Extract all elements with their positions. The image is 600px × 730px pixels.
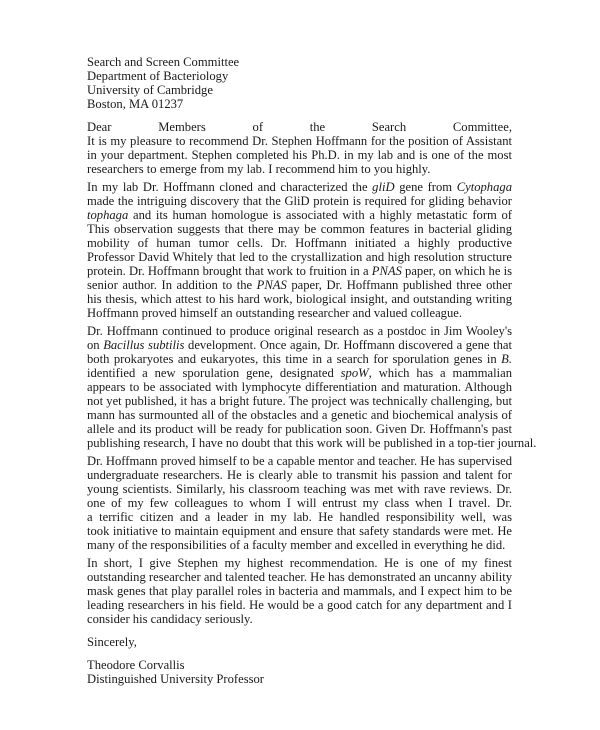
text-segment: Dr. Hoffmann proved himself to be a capable mentor and teacher. He has supervised bbox=[87, 454, 512, 468]
text-line bbox=[87, 496, 512, 510]
text-line bbox=[87, 55, 512, 69]
text-segment: both prokaryotes and eukaryotes, this time in a search for sporulation genes in bbox=[87, 352, 502, 366]
text-segment: outstanding researcher and talented teacher. He has demonstrated an uncanny ability bbox=[87, 570, 512, 584]
text-line bbox=[87, 236, 512, 250]
text-segment: not yet published, it has a bright future. The project was technically challenging, but bbox=[87, 394, 512, 408]
body-paragraph bbox=[87, 454, 512, 552]
text-segment: Distinguished University Professor bbox=[87, 672, 265, 686]
text-segment: protein. Dr. Hoffmann brought that work to fruition in a bbox=[87, 264, 372, 278]
text-line bbox=[87, 394, 512, 408]
text-segment: Dear Members of the Search Committee, bbox=[87, 120, 512, 134]
text-segment: Theodore Corvallis bbox=[87, 658, 185, 672]
text-line bbox=[87, 278, 512, 292]
italic-term: spoW bbox=[340, 366, 369, 380]
text-line bbox=[87, 250, 512, 264]
text-segment: paper, on which he is bbox=[405, 264, 512, 278]
text-segment: took initiative to maintain equipment and ensure that safety standards were met. He bbox=[87, 524, 512, 538]
text-segment: gene from bbox=[394, 180, 457, 194]
text-segment: In my lab Dr. Hoffmann cloned and characterized the bbox=[87, 180, 373, 194]
text-segment: undergraduate researchers. He is clearly able to transmit his passion and talent for bbox=[87, 468, 512, 482]
text-line bbox=[87, 338, 512, 352]
text-line bbox=[87, 454, 512, 468]
text-segment: many of the responsibilities of a faculty member and excelled in everything he did. bbox=[87, 538, 506, 552]
text-line bbox=[87, 306, 512, 320]
text-line bbox=[87, 324, 512, 338]
text-line bbox=[87, 408, 512, 422]
text-segment: researchers to emerge from my lab. I recommend him to you highly. bbox=[87, 162, 431, 176]
text-line bbox=[87, 482, 512, 496]
text-segment: It is my pleasure to recommend Dr. Stephen Hoffmann for the position of Assistant bbox=[87, 134, 512, 148]
text-segment: made the intriguing discovery that the GliD protein is required for gliding behavior bbox=[87, 194, 512, 208]
text-segment: consider his candidacy seriously. bbox=[87, 612, 253, 626]
letter-body bbox=[87, 120, 537, 626]
text-line bbox=[87, 148, 512, 162]
text-segment: his thesis, which attest to his hard work, biological insight, and outstanding writing bbox=[87, 292, 512, 306]
italic-term: gliD bbox=[372, 180, 395, 194]
text-segment: leading researchers in his field. He would be a good catch for any department and I bbox=[87, 598, 512, 612]
text-segment: senior author. In addition to the bbox=[87, 278, 257, 292]
text-line bbox=[87, 264, 512, 278]
text-line bbox=[87, 556, 512, 570]
text-line bbox=[87, 436, 537, 450]
text-line bbox=[87, 538, 512, 552]
text-line bbox=[87, 635, 512, 649]
text-line bbox=[87, 162, 512, 176]
text-segment: young scientists. Similarly, his classroom teaching was met with rave reviews. Dr. bbox=[87, 482, 512, 496]
text-segment: in your department. Stephen completed his Ph.D. in my lab and is one of the most bbox=[87, 148, 512, 162]
text-line bbox=[87, 134, 512, 148]
text-line bbox=[87, 222, 512, 236]
recommendation-letter bbox=[87, 55, 537, 690]
text-segment: Dr. Hoffmann continued to produce original research as a postdoc in Jim Wooley's bbox=[87, 324, 512, 338]
italic-term: Bacillus subtilis bbox=[103, 338, 185, 352]
text-segment: mann has surmounted all of the obstacles and a genetic and biochemical analysis of bbox=[87, 408, 512, 422]
closing bbox=[87, 635, 512, 649]
text-segment: on bbox=[87, 338, 104, 352]
text-line bbox=[87, 292, 512, 306]
text-line bbox=[87, 672, 512, 686]
text-segment: Department of Bacteriology bbox=[87, 69, 229, 83]
text-segment: Search and Screen Committee bbox=[87, 55, 240, 69]
text-line bbox=[87, 366, 512, 380]
text-segment: University of Cambridge bbox=[87, 83, 213, 97]
body-paragraph bbox=[87, 324, 537, 450]
text-line bbox=[87, 208, 512, 222]
text-segment: This observation suggests that there may be common features in bacterial gliding bbox=[87, 222, 512, 236]
text-line bbox=[87, 120, 512, 134]
text-segment: Professor David Whitely that led to the crystallization and high resolution structure bbox=[87, 250, 512, 264]
text-segment: identified a new sporulation gene, designated bbox=[87, 366, 341, 380]
text-line bbox=[87, 468, 512, 482]
text-line bbox=[87, 69, 512, 83]
text-line bbox=[87, 570, 512, 584]
signature-block bbox=[87, 658, 512, 686]
italic-term: B. bbox=[501, 352, 512, 366]
text-line bbox=[87, 352, 512, 366]
text-line bbox=[87, 524, 512, 538]
text-line bbox=[87, 180, 512, 194]
text-segment: a terrific citizen and a leader in my lab. He handled responsibility well, was bbox=[87, 510, 512, 524]
text-line bbox=[87, 97, 512, 111]
text-segment: appears to be associated with lymphocyte differentiation and maturation. Although bbox=[87, 380, 512, 394]
text-segment: allele and its product will be ready for publication soon. Given Dr. Hoffmann's past bbox=[87, 422, 512, 436]
italic-term: PNAS bbox=[371, 264, 402, 278]
text-segment: Sincerely, bbox=[87, 635, 137, 649]
text-line bbox=[87, 422, 512, 436]
text-line bbox=[87, 83, 512, 97]
text-segment: publishing research, I have no doubt that this work will be published in a top-tier journal. bbox=[87, 436, 537, 450]
text-line bbox=[87, 584, 512, 598]
italic-term: Cytophaga bbox=[456, 180, 512, 194]
text-segment: one of my few colleagues to whom I will entrust my class when I travel. Dr. bbox=[87, 496, 512, 510]
salutation-paragraph bbox=[87, 120, 512, 176]
text-segment: , which has a mammalian bbox=[368, 366, 512, 380]
body-paragraph bbox=[87, 556, 512, 626]
text-segment: development. Once again, Dr. Hoffmann discovered a gene that bbox=[188, 338, 512, 352]
text-line bbox=[87, 598, 512, 612]
text-line bbox=[87, 658, 512, 672]
text-segment: paper, Dr. Hoffmann published three other bbox=[291, 278, 512, 292]
text-segment: Boston, MA 01237 bbox=[87, 97, 184, 111]
text-segment: and its human homologue is associated with a highly metastatic form of bbox=[132, 208, 512, 222]
recipient-address bbox=[87, 55, 512, 111]
italic-term: PNAS bbox=[256, 278, 287, 292]
italic-term: tophaga bbox=[87, 208, 129, 222]
text-segment: mobility of human tumor cells. Dr. Hoffmann initiated a highly productive bbox=[87, 236, 512, 250]
text-line bbox=[87, 612, 512, 626]
text-segment: mask genes that play parallel roles in bacteria and mammals, and I expect him to be bbox=[87, 584, 512, 598]
text-line bbox=[87, 510, 512, 524]
text-line bbox=[87, 194, 512, 208]
body-paragraph bbox=[87, 180, 512, 320]
text-segment: In short, I give Stephen my highest recommendation. He is one of my finest bbox=[87, 556, 512, 570]
text-segment: Hoffmann proved himself an outstanding researcher and valued colleague. bbox=[87, 306, 462, 320]
text-line bbox=[87, 380, 512, 394]
